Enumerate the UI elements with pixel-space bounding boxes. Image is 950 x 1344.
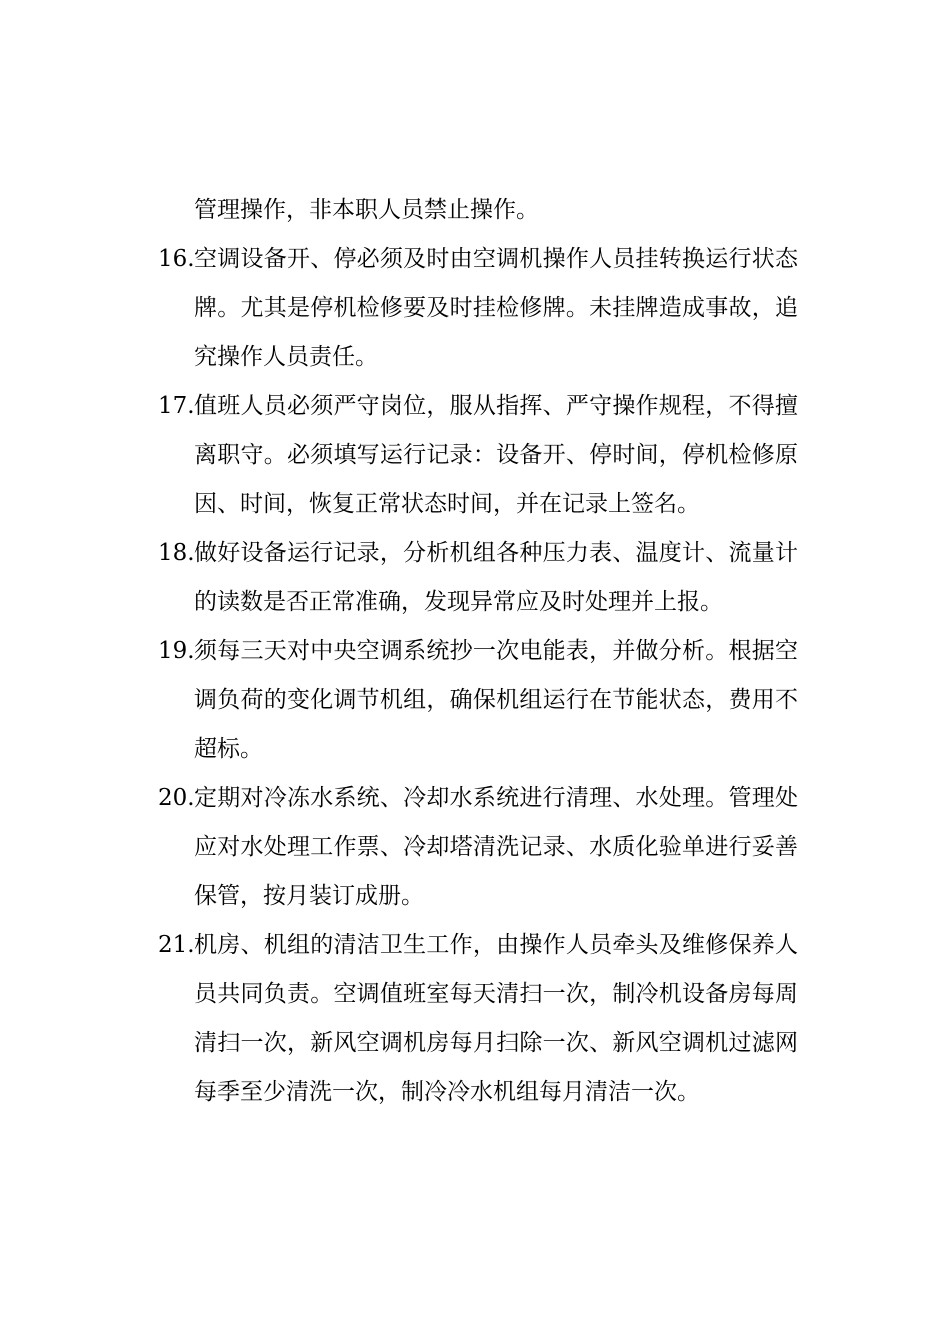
item-number: 19. (158, 638, 195, 664)
list-item-21 (158, 921, 798, 1117)
item-number: 18. (158, 540, 195, 566)
item-number: 17. (158, 393, 195, 419)
item-number: 21. (158, 932, 195, 958)
list-item-17 (158, 382, 798, 529)
continuation-paragraph (158, 186, 798, 235)
item-text: 做好设备运行记录，分析机组各种压力表、温度计、流量计的读数是否正常准确，发现异常应及时处理并上报。 (194, 540, 798, 615)
list-item-18 (158, 529, 798, 627)
continuation-text: 管理操作，非本职人员禁止操作。 (194, 197, 539, 223)
list-item-19 (158, 627, 798, 774)
item-text: 空调设备开、停必须及时由空调机操作人员挂转换运行状态牌。尤其是停机检修要及时挂检修牌。未挂牌造成事故，追究操作人员责任。 (194, 246, 798, 370)
item-text: 机房、机组的清洁卫生工作，由操作人员牵头及维修保养人员共同负责。空调值班室每天清扫一次，制冷机设备房每周清扫一次，新风空调机房每月扫除一次、新风空调机过滤网每季至少清洗一次，制冷冷水机组每月清洁一次。 (194, 932, 798, 1105)
item-text: 定期对冷冻水系统、冷却水系统进行清理、水处理。管理处应对水处理工作票、冷却塔清洗记录、水质化验单进行妥善保管，按月装订成册。 (194, 785, 798, 909)
item-text: 值班人员必须严守岗位，服从指挥、严守操作规程，不得擅离职守。必须填写运行记录：设备开、停时间，停机检修原因、时间，恢复正常状态时间，并在记录上签名。 (194, 393, 798, 517)
document-body (158, 186, 798, 1117)
item-number: 20. (158, 785, 195, 811)
list-item-16 (158, 235, 798, 382)
list-item-20 (158, 774, 798, 921)
item-number: 16. (158, 246, 195, 272)
item-text: 须每三天对中央空调系统抄一次电能表，并做分析。根据空调负荷的变化调节机组，确保机组运行在节能状态，费用不超标。 (194, 638, 798, 762)
